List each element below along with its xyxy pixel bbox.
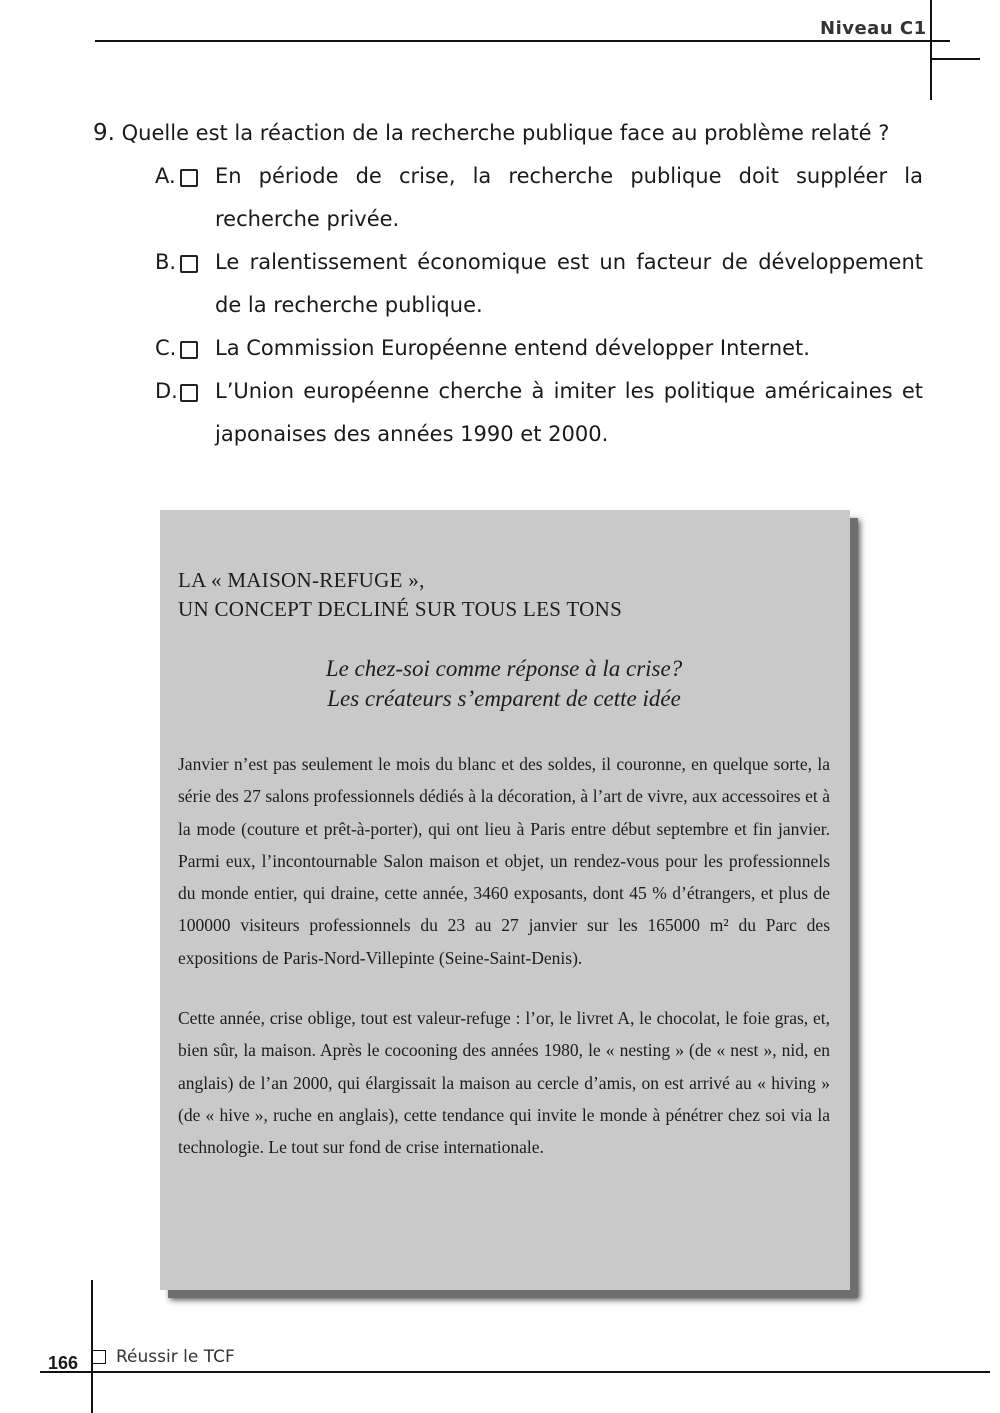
header-vertical-rule [930,0,932,100]
article-subtitle-line2: Les créateurs s’emparent de cette idée [327,686,681,711]
checkbox-icon[interactable] [180,169,198,187]
article-paragraph-2: Cette année, crise oblige, tout est valeur-refuge : l’or, le livret A, le chocolat, le foie gras, et, bien sûr, la maison. Après le cocooning des années 1980, le « nesting » (de « nest », nid, en anglais) de l’an 2000, qui élargissait la maison au cercle d’amis, on est arrivé au « hiving » (de « hive », ruche en anglais), cette tendance qui invite le monde à pénétrer chez soi via la technologie. Le tout sur fond de crise internationale. [178,1008,830,1158]
option-text: En période de crise, la recherche publique doit suppléer la recherche privée. [215,164,923,231]
option-b[interactable] [93,241,923,327]
option-letter: C. [155,336,177,360]
checkbox-icon[interactable] [180,384,198,402]
option-c[interactable] [93,327,923,370]
article-content [178,566,830,1164]
footer-vertical-rule [91,1280,93,1413]
question-block [93,112,923,456]
checkbox-icon[interactable] [180,341,198,359]
article-paragraph-1: Janvier n’est pas seulement le mois du blanc et des soldes, il couronne, en quelque sorte, la série des 27 salons professionnels dédiés à la décoration, à l’art de vivre, aux accessoires et à la mode (couture et prêt-à-porter), qui ont lieu à Paris entre début septembre et fin janvier. Parmi eux, l’incontournable Salon maison et objet, un rendez-vous pour les professionnels du monde entier, qui draine, cette année, 3460 exposants, dont 45 % d’étrangers, et plus de 100000 visiteurs professionnels du 23 au 27 janvier sur les 165000 m² du Parc des expositions de Paris-Nord-Villepinte (Seine-Saint-Denis). [178,754,830,968]
question-title [93,112,923,155]
header-rule [95,40,950,42]
option-a[interactable] [93,155,923,241]
checkbox-icon[interactable] [180,255,198,273]
option-text: Le ralentissement économique est un facteur de développement de la recherche publique. [215,250,923,317]
option-letter: D. [155,379,178,403]
article-title-line1: LA « MAISON-REFUGE », [178,568,425,592]
option-d[interactable] [93,370,923,456]
level-label: Niveau C1 [820,18,927,39]
footer-box-icon [92,1350,106,1364]
article-title-line2: UN CONCEPT DECLINÉ SUR TOUS LES TONS [178,597,623,621]
question-text: Quelle est la réaction de la recherche publique face au problème relaté ? [121,121,890,145]
option-text: L’Union européenne cherche à imiter les politique américaines et japonaises des années 1990 et 2000. [215,379,923,446]
footer-rule [40,1371,990,1373]
article-subtitle-line1: Le chez-soi comme réponse à la crise? [325,656,683,681]
option-letter: A. [155,164,176,188]
book-title: Réussir le TCF [116,1347,235,1367]
question-number: 9. [93,120,115,146]
article-title [178,566,830,624]
article-subtitle [178,654,830,714]
option-text: La Commission Européenne entend développer Internet. [215,336,810,360]
page-number: 166 [48,1353,79,1373]
option-letter: B. [155,250,177,274]
header-corner-rule [930,58,980,60]
article-box [160,510,850,1290]
